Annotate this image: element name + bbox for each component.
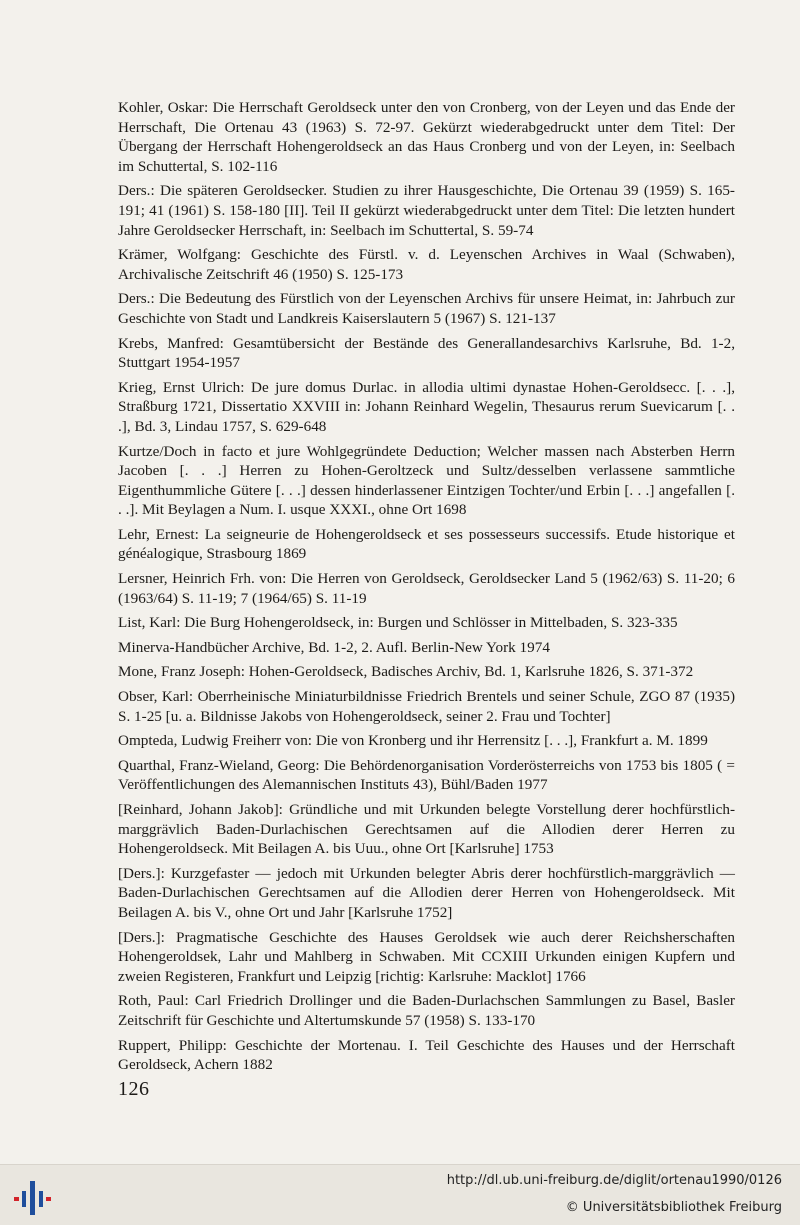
viewer-footer: [0, 1164, 800, 1225]
bibliography-entry: Krebs, Manfred: Gesamtübersicht der Bestände des Generallandesarchivs Karlsruhe, Bd. 1-2, Stuttgart 1954-1957: [118, 334, 735, 372]
bibliography-entry: Quarthal, Franz-Wieland, Georg: Die Behördenorganisation Vorderösterreichs von 1753 bis 1805 ( = Veröffentlichungen des Alemannischen Instituts 43), Bühl/Baden 1977: [118, 756, 735, 794]
bibliography-entry: Minerva-Handbücher Archive, Bd. 1-2, 2. Aufl. Berlin-New York 1974: [118, 638, 550, 656]
bibliography-entry: Lehr, Ernest: La seigneurie de Hohengeroldseck et ses possesseurs successifs. Etude historique et généalogique, Strasbourg 1869: [118, 525, 735, 563]
bibliography-entry: Ders.: Die späteren Geroldsecker. Studien zu ihrer Hausgeschichte, Die Ortenau 39 (1959) S. 165-191; 41 (1961) S. 158-180 [II]. Teil II gekürzt wiederabgedruckt unter dem Titel: Die letzten hundert Jahre Geroldsecker Herrschaft, in: Seelbach im Schuttertal, S. 59-74: [118, 182, 735, 239]
bibliography-entry: List, Karl: Die Burg Hohengeroldseck, in: Burgen und Schlösser in Mittelbaden, S. 323-335: [118, 614, 678, 632]
bibliography-entry: Ruppert, Philipp: Geschichte der Mortenau. I. Teil Geschichte des Hauses und der Herrschaft Geroldseck, Achern 1882: [118, 1036, 735, 1074]
bibliography-entry: Kurtze/Doch in facto et jure Wohlgegründete Deduction; Welcher massen nach Absterben Herrn Jacoben [. . .] Herren zu Hohen-Geroltzeck und Sultz/desselben verlassene sammtliche Eigenthummliche Gütere [. . .] dessen hinderlassener Eintzigen Tochter/und Erbin [. . .] angefallen [. . .]. Mit Beylagen a Num. I. usque XXXI., ohne Ort 1698: [118, 442, 735, 519]
bibliography-entry: Roth, Paul: Carl Friedrich Drollinger und die Baden-Durlachschen Sammlungen zu Basel, Basler Zeitschrift für Geschichte und Altertumskunde 57 (1958) S. 133-170: [118, 992, 735, 1029]
bibliography-entry: Krieg, Ernst Ulrich: De jure domus Durlac. in allodia ultimi dynastae Hohen-Geroldsecc. [. . .], Straßburg 1721, Dissertatio XXVIII in: Johann Reinhard Wegelin, Thesaurus rerum Suevicarum [. . .], Bd. 3, Lindau 1757, S. 629-648: [118, 378, 735, 435]
bibliography-entry: Krämer, Wolfgang: Geschichte des Fürstl. v. d. Leyenschen Archives in Waal (Schwaben), Archivalische Zeitschrift 46 (1950) S. 125-173: [118, 246, 735, 283]
bibliography-entry: Kohler, Oskar: Die Herrschaft Geroldseck unter den von Cronberg, von der Leyen und das Ende der Herrschaft, Die Ortenau 43 (1963) S. 72-97. Gekürzt wiederabgedruckt unter dem Titel: Der Übergang der Herrschaft Hohengeroldseck an das Haus Cronberg und von der Leyen, in: Seelbach im Schuttertal, S. 102-116: [118, 99, 735, 175]
bibliography-entry: [Ders.]: Kurzgefaster — jedoch mit Urkunden belegter Abris derer hochfürstlich-marggrävlich — Baden-Durlachischen Gerechtsamen auf die Allodien derer Herren von Hohengeroldseck. Mit Beilagen A. bis V., ohne Ort und Jahr [Karlsruhe 1752]: [118, 864, 735, 921]
document-url-link[interactable]: http://dl.ub.uni-freiburg.de/diglit/ortenau1990/0126: [446, 1173, 782, 1188]
bibliography-entry: [Reinhard, Johann Jakob]: Gründliche und mit Urkunden belegte Vorstellung derer hochfürstlich-marggrävlich Baden-Durlachischen Gerechtsamen auf die Allodien derer Herren zu Hohengeroldseck. Mit Beilagen A. bis Uuu., ohne Ort [Karlsruhe] 1753: [118, 801, 735, 858]
ub-freiburg-logo-icon: [12, 1177, 54, 1219]
bibliography-entry: Mone, Franz Joseph: Hohen-Geroldseck, Badisches Archiv, Bd. 1, Karlsruhe 1826, S. 371-372: [118, 663, 694, 681]
bibliography-entry: Ompteda, Ludwig Freiherr von: Die von Kronberg und ihr Herrensitz [. . .], Frankfurt a. M. 1899: [118, 732, 708, 750]
bibliography-entry: Obser, Karl: Oberrheinische Miniaturbildnisse Friedrich Brentels und seiner Schule, ZGO 87 (1935) S. 1-25 [u. a. Bildnisse Jakobs von Hohengeroldseck, seiner 2. Frau und Tochter]: [118, 688, 735, 725]
bibliography-entry: Ders.: Die Bedeutung des Fürstlich von der Leyenschen Archivs für unsere Heimat, in: Jahrbuch zur Geschichte von Stadt und Landkreis Kaiserslautern 5 (1967) S. 121-137: [118, 290, 735, 327]
bibliography-entry: [Ders.]: Pragmatische Geschichte des Hauses Geroldsek wie auch derer Reichsherschaften Hohengeroldsek, Lahr und Mahlberg in Schwaben. Mit CCXIII Urkunden einigen Kupfern und zweien Registeren, Frankfurt und Leipzig [richtig: Karlsruhe: Macklot] 1766: [118, 928, 735, 985]
bibliography-list: [118, 98, 735, 1080]
copyright-notice: © Universitätsbibliothek Freiburg: [565, 1200, 782, 1215]
page-number: 126: [118, 1078, 150, 1100]
bibliography-entry: Lersner, Heinrich Frh. von: Die Herren von Geroldseck, Geroldsecker Land 5 (1962/63) S. 11-20; 6 (1963/64) S. 11-19; 7 (1964/65) S. 11-19: [118, 570, 735, 607]
